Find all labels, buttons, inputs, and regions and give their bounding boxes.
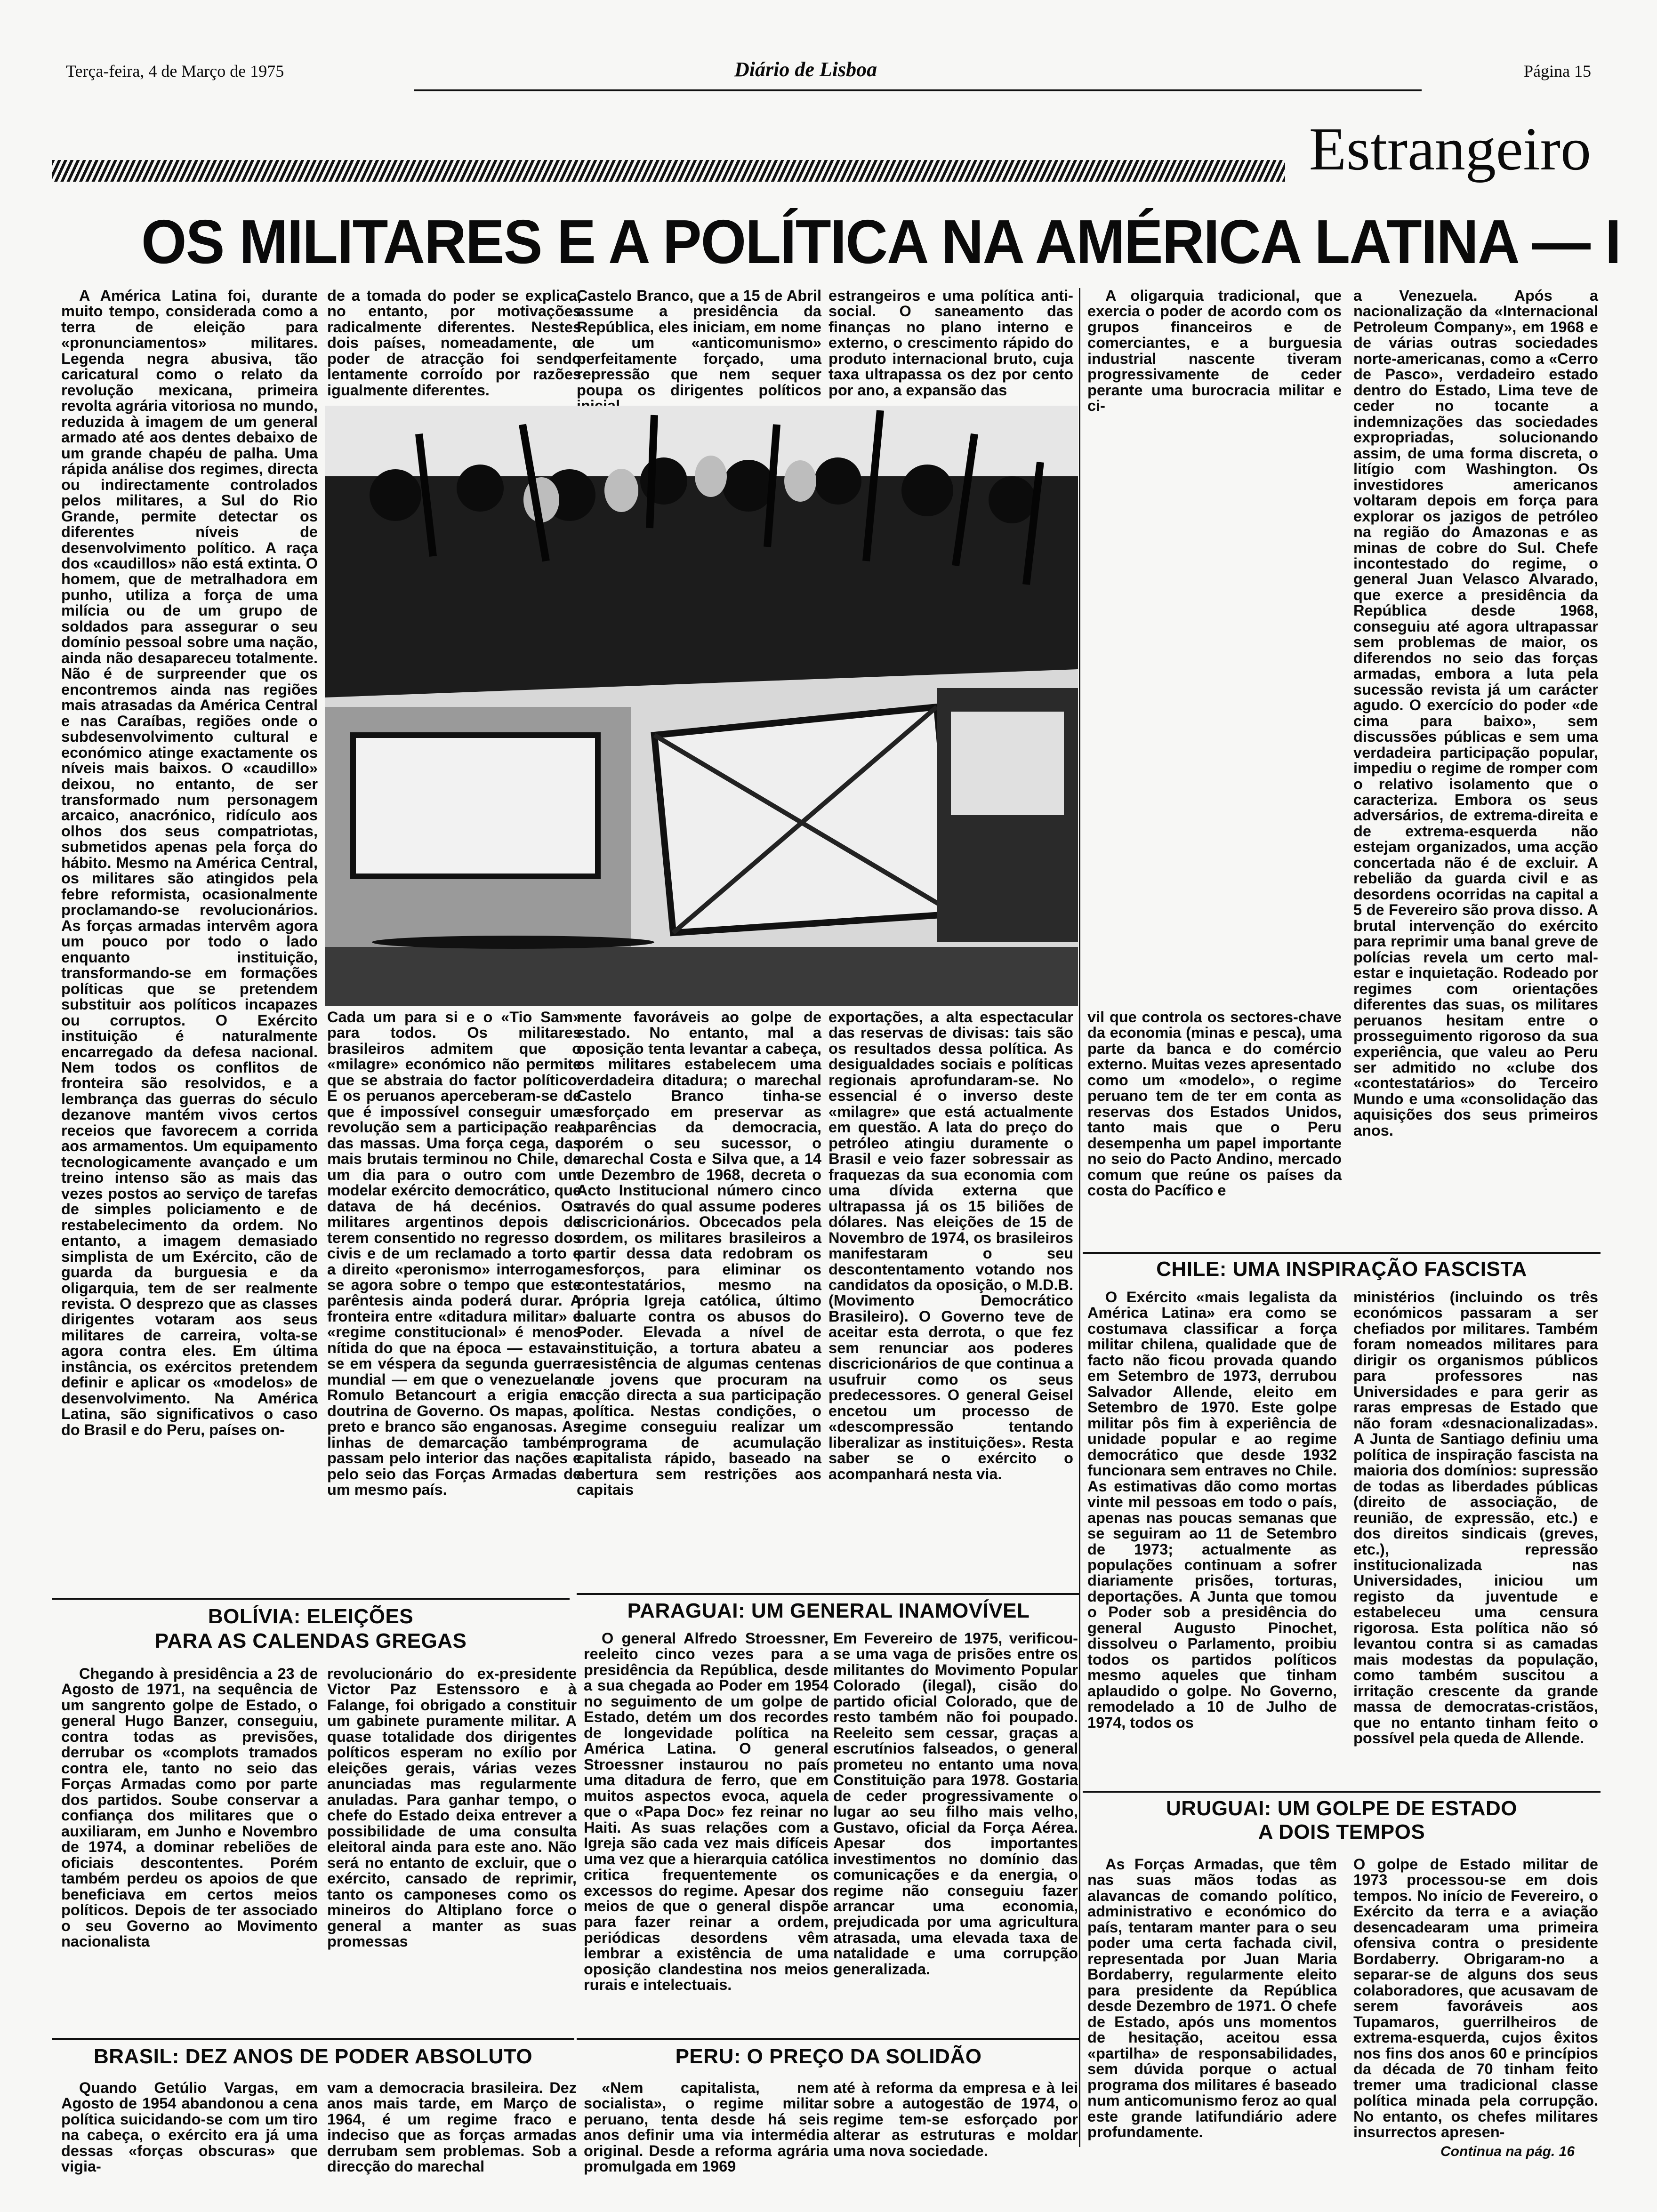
article-column-2-lower: Cada um para si e o «Tio Sam» para todos. Os militares brasileiros admitem que o «milagre» económico não permite que se abstraia do factor político. E os peruanos aperceberam-se de que é impossível conseguir uma revolução sem a participação real das massas. Uma força cega, das mais brutais terminou no Chile, de um dia para o outro com um modelar exército democrático, que datava de há decénios. Os militares argentinos depois de terem consentido no regresso dos civis e de um reclamado a torto e a direito «peronismo» interrogam-se agora sobre o tempo que este parêntesis ainda poderá durar. A fronteira entre «ditadura militar» e «regime constitucional» é menos nítida do que na época — estava-se em véspera da segunda guerra mundial — em que o venezuelano Romulo Betancourt a erigia em doutrina de Governo. Os mapas, a preto e branco são enganosas. As linhas de demarcação também passam pelo interior das nações e pelo seio das Forças Armadas de um mesmo país. (327, 1009, 581, 1499)
chile-column-2: ministérios (incluindo os três económicos passaram a ser chefiados por militares. Também foram nomeados militares para dirigir os organismos públicos para professores nas Universidades e para gerir as raras empresas de Estado que não foram «desnacionalizadas». A Junta de Santiago definiu uma política de inspiração fascista na maioria dos domínios: supressão de todas as liberdades públicas (direito de associação, de reunião, de expressão, etc.) e dos direitos sindicais (greves, etc.), repressão institucionalizada nas Universidades, iniciou um registo da juventude e estabeleceu uma censura rigorosa. Esta política não só levantou contra si as camadas mais modestas da população, como também suscitou a irritação crescente da grande massa de democratas-cristãos, que no entanto tinham feito o possível pela queda de Allende. (1353, 1289, 1598, 1747)
section-title: Estrangeiro (1309, 115, 1591, 183)
masthead-page: Página 15 (1524, 62, 1591, 80)
uruguai-column-2: O golpe de Estado militar de 1973 processou-se em dois tempos. No início de Fevereiro, o Exército da terra e a aviação desencadearam uma primeira ofensiva contra o presidente Bordaberry. Obrigaram-no a separar-se de alguns dos seus colaboradores, que acusavam de serem favoráveis aos Tupamaros, guerrilheiros de extrema-esquerda, cujos êxitos nos fins dos anos 60 e princípios da década de 70 tinham feito tremer uma tradicional classe política minada pela corrupção. No entanto, os chefes militares insurrectos apresen- (1353, 1856, 1598, 2140)
bolivia-box-title-1: BOLÍVIA: ELEIÇÕES (208, 1605, 414, 1628)
photo-illustration (325, 406, 1078, 1006)
bolivia-column-2: revolucionário do ex-presidente Victor Paz Estenssoro e à Falange, foi obrigado a constituir um gabinete puramente militar. A quase totalidade dos dirigentes políticos esperam no exílio por eleições gerais, várias vezes anunciadas mas regularmente anuladas. Para ganhar tempo, o chefe do Estado deixa entrever a possibilidade de uma consulta eleitoral ainda para este ano. Não será no entanto de excluir, que o exército, cansado de reprimir, tanto os camponeses como os mineiros do Altiplano force o general a manter as suas promessas (327, 1665, 577, 1950)
peru-column-1: «Nem capitalista, nem socialista», o regime militar peruano, tenta desde há seis anos definir uma via intermédia original. Desde a reforma agrária promulgada em 1969 (584, 2079, 828, 2175)
masthead-date: Terça-feira, 4 de Março de 1975 (66, 62, 284, 80)
bolivia-column-1: Chegando à presidência a 23 de Agosto de 1971, na sequência de um sangrento golpe de Estado, o general Hugo Banzer, conseguiu, contra todas as previsões, derrubar os «complots tramados contra ele, tanto no seio das Forças Armadas como por parte dos partidos. Soube conservar a confiança dos militares que o auxiliaram, em Junho e Novembro de 1974, a dominar rebeliões de oficiais descontentes. Porém também perdeu os apoios de que beneficiava em certos meios políticos. Depois de ter associado o seu Governo ao Movimento nacionalista (61, 1665, 318, 1950)
bolivia-box-title-2: PARA AS CALENDAS GREGAS (154, 1629, 467, 1652)
article-column-5: A oligarquia tradicional, que exercia o poder de acordo com os grupos financeiros e de comerciantes, e a burguesia industrial nascente tiveram progressivamente de ceder perante uma burocracia militar e ci- (1087, 287, 1342, 415)
brasil-column-2: vam a democracia brasileira. Dez anos mais tarde, em Março de 1964, é um regime fraco e indeciso que as forças armadas derrubam sem problemas. Sob a direcção do marechal (327, 2079, 577, 2175)
article-column-5-lower: vil que controla os sectores-chave da economia (minas e pesca), uma parte da banca e do comércio externo. Muitas vezes apresentado como um «modelo», o regime peruano tem de ter em conta as reservas dos Estados Unidos, tanto mais que o Peru desempenha um papel importante no seio do Pacto Andino, mercado comum que reúne os países da costa do Pacífico e (1087, 1009, 1342, 1199)
soldiers-on-truck-photo (325, 406, 1078, 1006)
article-column-6: a Venezuela. Após a nacionalização da «Internacional Petroleum Company», em 1968 e de várias outras sociedades norte-americanas, como a «Cerro de Pasco», verdadeiro estado dentro do Estado, Lima teve de ceder no tocante a indemnizações das sociedades expropriadas, solucionando assim, de uma forma discreta, o litígio com Washington. Os investidores americanos voltaram depois em força para explorar os jazigos de petróleo na região do Amazonas e as minas de cobre do Sul. Chefe incontestado do regime, o general Juan Velasco Alvarado, que exerce a presidência da República desde 1968, conseguiu até agora ultrapassar sem problemas de maior, os diferendos no seio das forças armadas, embora a luta pela sucessão revista já um carácter agudo. O exercício do poder «de cima para baixo», sem discussões públicas e sem uma verdadeira participação popular, impediu o regime de romper com o relativo isolamento que o caracteriza. Embora os seus adversários, de extrema-direita e de extrema-esquerda não estejam organizados, uma acção concertada não é de excluir. A rebelião da guarda civil e as desordens ocorridas na capital a 5 de Fevereiro são prova disso. A brutal intervenção do exército para reprimir uma banal greve de polícias revela um certo mal-estar e inquietação. Rodeado por regimes com orientações diferentes das suas, os militares peruanos hesitam entre o prosseguimento rigoroso da sua experiência, que valeu ao Peru ser admitido no «clube dos «contestatários» do Terceiro Mundo e uma «consolidação das aquisições dos seus primeiros anos. (1353, 287, 1598, 1139)
bolivia-box-top-rule (52, 1598, 570, 1600)
brasil-box-top-rule (52, 2038, 574, 2040)
article-column-3-top: Castelo Branco, que a 15 de Abril assume a presidência da República, eles iniciam, em nome de um «anticomunismo» perfeitamente forçado, uma repressão que nem sequer poupa os dirigentes políticos (577, 287, 821, 399)
masthead-rule (414, 89, 1422, 91)
peru-box-top-rule (577, 2038, 1080, 2040)
page-title: OS MILITARES E A POLÍTICA NA AMÉRICA LATINA — I (141, 207, 1621, 276)
article-column-1: A América Latina foi, durante muito tempo, considerada como a terra de eleição para «pronunciamentos» militares. Legenda negra abusiva, tão caricatural como o relato da revolução mexicana, primeira revolta agrária vitoriosa no mundo, reduzida à imagem de um general armado até aos dentes debaixo de um grande chapéu de palha. Uma rápida análise dos regimes, directa ou indirectamente controlados pelos militares, a Sul do Rio Grande, permite detectar os diferentes níveis de desenvolvimento político. A raça dos «caudillos» não está extinta. O homem, que de metralhadora em punho, utiliza a força de uma milícia ou de um grupo de soldados para assegurar o seu domínio pessoal sobre uma nação, ainda não desapareceu totalmente. Não é de surpreender que os encontremos ainda nas regiões mais atrasadas da América Central e nas Caraíbas, regiões onde o subdesenvolvimento cultural e económico atinge exactamente os níveis mais baixos. O «caudillo» deixou, no entanto, de ser transformado num personagem arcaico, anacrónico, ridículo aos olhos dos seus compatriotas, submetidos apenas pela força do hábito. Mesmo na América Central, os militares são atingidos pela febre reformista, ocasionalmente proclamando-se revolucionários. As forças armadas intervêm agora um pouco por todo o lado enquanto instituição, transformando-se em formações políticas que se pretendem substituir aos políticos incapazes ou corruptos. O Exército instituição é naturalmente encarregado da defesa nacional. Nem todos os conflitos de fronteira são resolvidos, e a lembrança das guerras do século dezanove mantém vivos certos receios que favorecem a corrida aos armamentos. Um equipamento tecnologicamente avançado e um treino intenso são as mais das vezes postos ao serviço de tarefas de simples policiamento e de restabelecimento da ordem. No entanto, a imagem demasiado simplista de um Exército, cão de guarda da burguesia e da oligarquia, tem de ser realmente revista. O desprezo que as classes dirigentes votaram aos seus militares de carreira, volta-se agora contra eles. Em última instância, os exércitos pretendem definir e aplicar os «modelos» de desenvolvimento. Na América Latina, são significativos o caso do Brasil e do Peru, países on- (61, 287, 318, 1438)
paraguai-box-title: PARAGUAI: UM GENERAL INAMOVÍVEL (627, 1599, 1030, 1622)
article-column-3-lower: mente favoráveis ao golpe de estado. No entanto, mal a oposição tenta levantar a cabeça, os militares estabelecem uma verdadeira ditadura; o marechal Castelo Branco tinha-se esforçado em preservar as aparências da democracia, porém o seu sucessor, o marechal Costa e Silva que, a 14 de Dezembro de 1968, decreta o Acto Institucional número cinco através do qual assume poderes discricionários. Obcecados pela ordem, os militares brasileiros a partir dessa data redobram os esforços, para eliminar os contestatários, mesmo na própria Igreja católica, último baluarte contra os abusos do Poder. Elevada a nível de instituição, a tortura abateu a resistência de algumas centenas de jovens que procuram na acção directa a sua participação política. Nestas condições, o regime conseguiu realizar um programa de acumulação capitalista rápido, baseado na abertura sem restrições aos capitais (577, 1009, 821, 1499)
chile-box-top-rule (1083, 1252, 1601, 1254)
uruguai-box-title-1: URUGUAI: UM GOLPE DE ESTADO (1166, 1797, 1518, 1820)
uruguai-box-top-rule (1083, 1791, 1601, 1793)
article-column-4-lower: exportações, a alta espectacular das reservas de divisas: tais são os resultados dessa política. As desigualdades sociais e políticas regionais aprofundaram-se. No essencial é o inverso deste «milagre» que está actualmente em questão. A lata do preço do petróleo atingiu duramente o Brasil e veio fazer sobressair as fraquezas da sua economia com uma dívida externa que ultrapassa já os 15 biliões de dólares. Nas eleições de 15 de Novembro de 1974, os brasileiros manifestaram o seu descontentamento votando nos candidatos da oposição, o M.D.B. (Movimento Democrático Brasileiro). O Governo teve de aceitar esta derrota, o que fez sem renunciar aos poderes discricionários de que continua a usufruir como os seus predecessores. O general Geisel encetou um processo de «descompressão tentando liberalizar as instituições». Resta saber se o exército o acompanhará nesta via. (828, 1009, 1073, 1483)
continued-note: Continua na pág. 16 (1440, 2144, 1575, 2159)
article-column-4-top: estrangeiros e uma política anti-social. O saneamento das finanças no plano interno e externo, o crescimento rápido do produto internacional bruto, cuja taxa ultrapassa os dez por cento por ano, a expansão das (828, 287, 1073, 399)
chile-box-title: CHILE: UMA INSPIRAÇÃO FASCISTA (1156, 1258, 1527, 1281)
peru-box-title: PERU: O PREÇO DA SOLIDÃO (675, 2045, 982, 2068)
uruguai-box-title-2: A DOIS TEMPOS (1258, 1820, 1425, 1843)
section-hatch-rule (52, 160, 1285, 182)
uruguai-column-1: As Forças Armadas, que têm nas suas mãos todas as alavancas de comando político, administrativo e económico do país, tentaram manter para o seu poder uma certa fachada civil, representada por Juan Maria Bordaberry, regularmente eleito para presidente da República desde Dezembro de 1971. O chefe de Estado, após uns momentos de hesitação, aceitou essa «partilha» de responsabilidades, sem dúvida porque o actual programa dos militares é baseado num anticomunismo feroz ao qual este grande latifundiário adere profundamente. (1087, 1856, 1337, 2140)
masthead-paper: Diário de Lisboa (734, 58, 877, 81)
column-divider (1079, 288, 1080, 2147)
article-column-2-top: de a tomada do poder se explica, no entanto, por motivações radicalmente diferentes. Nestes dois países, nomeadamente, o poder de atracção foi sendo lentamente corroído por razões igualmente diferentes. (327, 287, 581, 399)
brasil-box-title: BRASIL: DEZ ANOS DE PODER ABSOLUTO (93, 2045, 533, 2068)
paraguai-column-2: Em Fevereiro de 1975, verificou-se uma vaga de prisões entre os militantes do Movimento Popular Colorado (ilegal), cisão do partido oficial Colorado, que de resto também não foi poupado. Reeleito sem cessar, graças a escrutínios falseados, o general prometeu no entanto uma nova Constituição para 1978. Gostaria de ceder progressivamente o lugar ao seu filho mais velho, Gustavo, oficial da Força Aérea. Apesar dos importantes investimentos no domínio das comunicações e da energia, o regime não conseguiu fazer arrancar uma economia, prejudicada por uma agricultura atrasada, uma elevada taxa de natalidade e uma corrupção generalizada. (833, 1630, 1078, 1978)
brasil-column-1: Quando Getúlio Vargas, em Agosto de 1954 abandonou a cena política suicidando-se com um tiro na cabeça, o exército era já uma dessas «forças obscuras» que vigia- (61, 2079, 318, 2175)
paraguai-box-top-rule (577, 1593, 1080, 1595)
chile-column-1: O Exército «mais legalista da América Latina» era como se costumava classificar a força militar chilena, qualidade que de facto não ficou provada quando em Setembro de 1973, derrubou Salvador Allende, eleito em Setembro de 1970. Este golpe militar pôs fim à experiência de unidade popular e ao regime democrático que desde 1932 funcionara sem entraves no Chile. As estimativas dão como mortas vinte mil pessoas em todo o país, apenas nas poucas semanas que se seguiram ao 11 de Setembro de 1973; actualmente as populações continuam a sofrer diariamente prisões, torturas, deportações. A Junta que tomou o Poder sob a presidência do general Augusto Pinochet, dissolveu o Parlamento, proibiu todos os partidos políticos mesmo aqueles que tinham aplaudido o golpe. No Governo, remodelado a 10 de Julho de 1974, todos os (1087, 1289, 1337, 1731)
paraguai-column-1: O general Alfredo Stroessner, reeleito cinco vezes para a presidência da República, desde a sua chegada ao Poder em 1954 no seguimento de um golpe de Estado, detém um dos recordes de longevidade política na América Latina. O general Stroessner instaurou no país uma ditadura de ferro, que em muitos aspectos evoca, aquela que o «Papa Doc» fez reinar no Haiti. As suas relações com a Igreja são cada vez mais difíceis uma vez que a hierarquia católica critica frequentemente os excessos do regime. Apesar dos meios de que o general dispõe para fazer reinar a ordem, periódicas desordens vêm lembrar a existência de uma oposição clandestina nos meios rurais e intelectuais. (584, 1630, 828, 1994)
peru-column-2: até à reforma da empresa e à lei sobre a autogestão de 1974, o regime tem-se esforçado por alterar as estruturas e moldar uma nova sociedade. (833, 2079, 1078, 2159)
